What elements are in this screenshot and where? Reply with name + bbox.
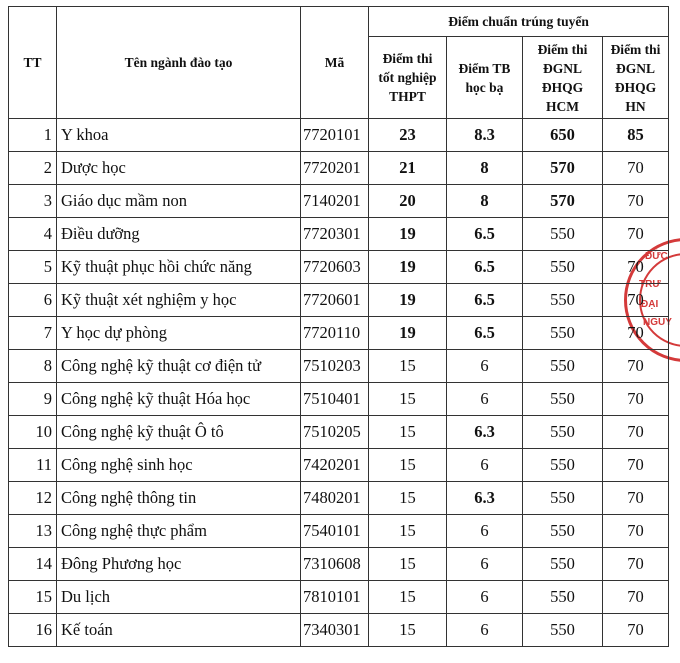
- header-thpt: [369, 37, 447, 119]
- table-row: [9, 449, 669, 482]
- row-number: 8: [9, 350, 57, 383]
- score-dgnl-hcm: 550: [523, 416, 603, 449]
- header-hocba: [447, 37, 523, 119]
- stamp-text: NGUY: [643, 317, 672, 328]
- row-number: 16: [9, 614, 57, 647]
- header-dgnl-hcm: [523, 37, 603, 119]
- score-hocba: 6: [447, 383, 523, 416]
- score-dgnl-hcm: 550: [523, 449, 603, 482]
- admission-score-table: [8, 6, 669, 647]
- score-dgnl-hcm: 570: [523, 152, 603, 185]
- program-name: Công nghệ thông tin: [57, 482, 301, 515]
- table-row: [9, 152, 669, 185]
- program-code: 7340301: [301, 614, 369, 647]
- table-row: [9, 548, 669, 581]
- score-hocba: 6.3: [447, 482, 523, 515]
- header-line: ĐGNL: [542, 60, 582, 76]
- score-hocba: 6.5: [447, 284, 523, 317]
- score-dgnl-hcm: 550: [523, 614, 603, 647]
- header-dgnl-hn: [603, 37, 669, 119]
- table-row: [9, 119, 669, 152]
- score-hocba: 6: [447, 614, 523, 647]
- row-number: 9: [9, 383, 57, 416]
- score-dgnl-hn: 70: [603, 152, 669, 185]
- score-dgnl-hcm: 650: [523, 119, 603, 152]
- score-dgnl-hcm: 550: [523, 581, 603, 614]
- score-dgnl-hn: 70: [603, 284, 669, 317]
- row-number: 6: [9, 284, 57, 317]
- table-row: [9, 185, 669, 218]
- program-code: 7420201: [301, 449, 369, 482]
- table-row: [9, 416, 669, 449]
- score-dgnl-hn: 70: [603, 515, 669, 548]
- header-code: Mã: [301, 7, 369, 119]
- row-number: 11: [9, 449, 57, 482]
- score-dgnl-hcm: 550: [523, 251, 603, 284]
- program-name: Công nghệ kỹ thuật Ô tô: [57, 416, 301, 449]
- program-name: Điều dưỡng: [57, 218, 301, 251]
- score-hocba: 6.5: [447, 218, 523, 251]
- score-thpt: 20: [369, 185, 447, 218]
- row-number: 15: [9, 581, 57, 614]
- score-thpt: 15: [369, 449, 447, 482]
- row-number: 12: [9, 482, 57, 515]
- row-number: 2: [9, 152, 57, 185]
- score-dgnl-hn: 70: [603, 482, 669, 515]
- program-name: Kỹ thuật phục hồi chức năng: [57, 251, 301, 284]
- score-hocba: 6.3: [447, 416, 523, 449]
- score-dgnl-hn: 70: [603, 383, 669, 416]
- score-dgnl-hcm: 550: [523, 317, 603, 350]
- score-thpt: 19: [369, 251, 447, 284]
- program-name: Công nghệ sinh học: [57, 449, 301, 482]
- program-code: 7720201: [301, 152, 369, 185]
- program-name: Kế toán: [57, 614, 301, 647]
- row-number: 10: [9, 416, 57, 449]
- table-row: [9, 515, 669, 548]
- score-hocba: 6: [447, 581, 523, 614]
- score-thpt: 15: [369, 482, 447, 515]
- score-thpt: 19: [369, 317, 447, 350]
- score-dgnl-hcm: 550: [523, 515, 603, 548]
- program-code: 7510203: [301, 350, 369, 383]
- score-dgnl-hcm: 550: [523, 284, 603, 317]
- score-hocba: 6.5: [447, 251, 523, 284]
- score-dgnl-hn: 70: [603, 218, 669, 251]
- header-tt: TT: [9, 7, 57, 119]
- score-dgnl-hn: 70: [603, 251, 669, 284]
- score-thpt: 15: [369, 581, 447, 614]
- program-name: Giáo dục mầm non: [57, 185, 301, 218]
- program-name: Dược học: [57, 152, 301, 185]
- score-dgnl-hn: 70: [603, 317, 669, 350]
- row-number: 7: [9, 317, 57, 350]
- program-code: 7720603: [301, 251, 369, 284]
- score-dgnl-hcm: 550: [523, 218, 603, 251]
- score-hocba: 6: [447, 449, 523, 482]
- program-code: 7810101: [301, 581, 369, 614]
- header-line: THPT: [389, 89, 426, 104]
- header-line: HN: [625, 98, 646, 114]
- header-line: HCM: [546, 98, 579, 114]
- score-dgnl-hn: 70: [603, 548, 669, 581]
- score-dgnl-hn: 70: [603, 614, 669, 647]
- header-line: Điểm thi: [610, 41, 661, 57]
- score-thpt: 15: [369, 416, 447, 449]
- table-row: [9, 383, 669, 416]
- score-thpt: 15: [369, 548, 447, 581]
- row-number: 4: [9, 218, 57, 251]
- table-row: [9, 317, 669, 350]
- score-thpt: 15: [369, 515, 447, 548]
- program-code: 7480201: [301, 482, 369, 515]
- program-name: Y học dự phòng: [57, 317, 301, 350]
- score-dgnl-hcm: 550: [523, 350, 603, 383]
- score-dgnl-hn: 85: [603, 119, 669, 152]
- row-number: 14: [9, 548, 57, 581]
- score-thpt: 19: [369, 284, 447, 317]
- header-score-group: Điểm chuẩn trúng tuyển: [369, 7, 669, 37]
- table-row: [9, 350, 669, 383]
- score-dgnl-hn: 70: [603, 185, 669, 218]
- program-code: 7310608: [301, 548, 369, 581]
- table-row: [9, 251, 669, 284]
- score-hocba: 6: [447, 548, 523, 581]
- table-row: [9, 581, 669, 614]
- score-dgnl-hn: 70: [603, 350, 669, 383]
- program-code: 7720601: [301, 284, 369, 317]
- program-name: Du lịch: [57, 581, 301, 614]
- program-code: 7720101: [301, 119, 369, 152]
- program-code: 7720301: [301, 218, 369, 251]
- table-row: [9, 218, 669, 251]
- table-row: [9, 614, 669, 647]
- program-code: 7140201: [301, 185, 369, 218]
- header-program-name: Tên ngành đào tạo: [57, 7, 301, 119]
- score-dgnl-hcm: 550: [523, 548, 603, 581]
- header-line: tốt nghiệp: [378, 70, 437, 85]
- program-name: Công nghệ kỹ thuật cơ điện tử: [57, 350, 301, 383]
- score-hocba: 6: [447, 515, 523, 548]
- score-thpt: 15: [369, 614, 447, 647]
- score-thpt: 23: [369, 119, 447, 152]
- row-number: 13: [9, 515, 57, 548]
- score-dgnl-hn: 70: [603, 416, 669, 449]
- program-name: Công nghệ kỹ thuật Hóa học: [57, 383, 301, 416]
- header-line: học bạ: [465, 79, 504, 95]
- header-line: ĐHQG: [614, 79, 657, 95]
- score-dgnl-hcm: 570: [523, 185, 603, 218]
- header-line: Điểm thi: [382, 51, 433, 66]
- header-line: ĐGNL: [616, 60, 656, 76]
- score-hocba: 8.3: [447, 119, 523, 152]
- program-name: Đông Phương học: [57, 548, 301, 581]
- table-row: [9, 284, 669, 317]
- score-thpt: 19: [369, 218, 447, 251]
- program-name: Công nghệ thực phẩm: [57, 515, 301, 548]
- score-dgnl-hn: 70: [603, 581, 669, 614]
- score-thpt: 15: [369, 383, 447, 416]
- program-code: 7510205: [301, 416, 369, 449]
- score-dgnl-hcm: 550: [523, 482, 603, 515]
- score-thpt: 15: [369, 350, 447, 383]
- program-code: 7510401: [301, 383, 369, 416]
- row-number: 5: [9, 251, 57, 284]
- score-hocba: 8: [447, 152, 523, 185]
- table-row: [9, 482, 669, 515]
- score-hocba: 6: [447, 350, 523, 383]
- score-dgnl-hn: 70: [603, 449, 669, 482]
- row-number: 1: [9, 119, 57, 152]
- header-line: Điểm TB: [458, 60, 511, 76]
- program-name: Y khoa: [57, 119, 301, 152]
- row-number: 3: [9, 185, 57, 218]
- program-code: 7720110: [301, 317, 369, 350]
- stamp-text: ĐẠI: [641, 299, 659, 310]
- stamp-text: TRƯ: [639, 279, 661, 290]
- stamp-text: ĐỨC: [645, 251, 668, 262]
- program-code: 7540101: [301, 515, 369, 548]
- score-dgnl-hcm: 550: [523, 383, 603, 416]
- score-thpt: 21: [369, 152, 447, 185]
- header-line: Điểm thi: [537, 41, 588, 57]
- program-name: Kỹ thuật xét nghiệm y học: [57, 284, 301, 317]
- score-hocba: 8: [447, 185, 523, 218]
- header-line: ĐHQG: [541, 79, 584, 95]
- score-hocba: 6.5: [447, 317, 523, 350]
